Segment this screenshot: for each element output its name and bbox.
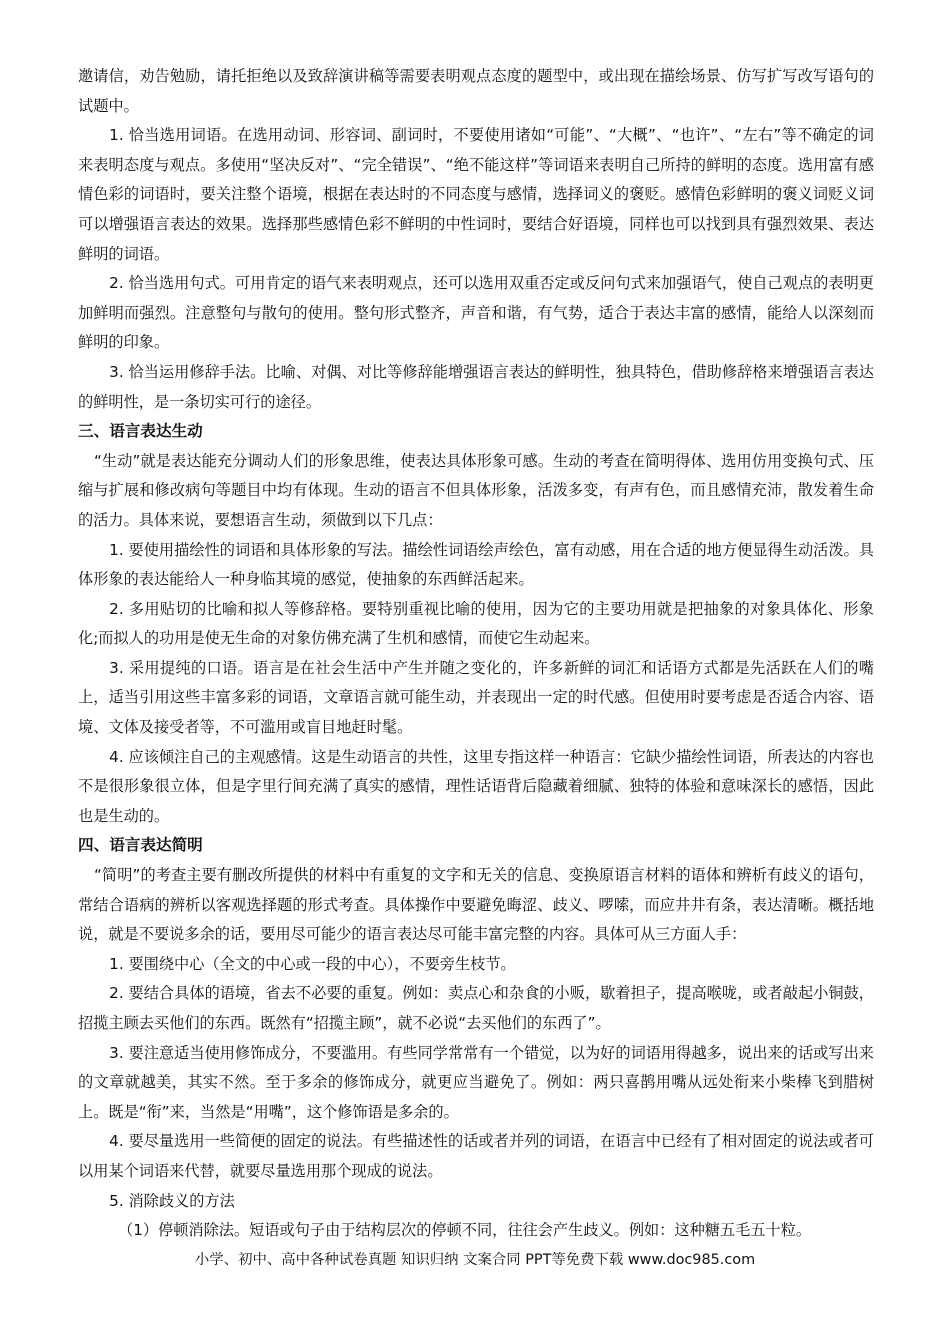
paragraph-vivid-intro: “生动”就是表达能充分调动人们的形象思维，使表达具体形象可感。生动的考查在简明得体、选用仿用变换句式、压缩与扩展和修改病句等题目中均有体现。生动的语言不但具体形象，活泼多变，有声有色，而且感情充沛，散发着生命的活力。具体来说，要想语言生动，须做到以下几点： bbox=[78, 451, 874, 529]
document-body bbox=[78, 62, 874, 1246]
paragraph-sentence-pattern: 2. 恰当选用句式。可用肯定的语气来表明观点，还可以选用双重否定或反问句式来加强语气，使自己观点的表明更加鲜明而强烈。注意整句与散句的使用。整句形式整齐，声音和谐，有气势，适合于表达丰富的感情，能给人以深刻而鲜明的印象。 bbox=[78, 274, 874, 352]
paragraph-concise-intro: “简明”的考查主要有删改所提供的材料中有重复的文字和无关的信息、变换原语言材料的语体和辨析有歧义的语句，常结合语病的辨析以客观选择题的形式考查。具体操作中要避免晦涩、歧义、啰嗦，而应井井有条，表达清晰。概括地说，就是不要说多余的话，要用尽可能少的语言表达尽可能丰富完整的内容。具体可从三方面人手： bbox=[78, 866, 874, 944]
paragraph-concise-5: 5. 消除歧义的方法 bbox=[109, 1191, 235, 1210]
paragraph-concise-3: 3. 要注意适当使用修饰成分，不要滥用。有些同学常常有一个错觉，以为好的词语用得越多，说出来的话或写出来的文章就越美，其实不然。至于多余的修饰成分，就更应当避免了。例如：两只喜鹊用嘴从远处衔来小柴棒飞到腊树上。既是“衔”来，当然是“用嘴”，这个修饰语是多余的。 bbox=[78, 1043, 874, 1121]
section-heading-vivid: 三、语言表达生动 bbox=[78, 422, 203, 441]
paragraph-concise-4: 4. 要尽量选用一些简便的固定的说法。有些描述性的话或者并列的词语，在语言中已经有了相对固定的说法或者可以用某个词语来代替，就要尽量选用那个现成的说法。 bbox=[78, 1132, 874, 1180]
section-heading-concise: 四、语言表达简明 bbox=[78, 836, 203, 855]
paragraph-vivid-3: 3. 采用提纯的口语。语言是在社会生活中产生并随之变化的，许多新鲜的词汇和话语方式都是先活跃在人们的嘴上，适当引用这些丰富多彩的词语，文章语言就可能生动，并表现出一定的时代感。但使用时要考虑是否适合内容、语境、文体及接受者等，不可滥用或盲目地赶时髦。 bbox=[78, 658, 874, 737]
paragraph-concise-1: 1. 要围绕中心（全文的中心或一段的中心），不要旁生枝节。 bbox=[109, 954, 516, 973]
paragraph-vivid-2: 2. 多用贴切的比喻和拟人等修辞格。要特别重视比喻的使用，因为它的主要功用就是把抽象的对象具体化、形象化;而拟人的功用是使无生命的对象仿佛充满了生机和感情，而使它生动起来。 bbox=[78, 599, 874, 648]
paragraph-ambiguity-method-1: （1）停顿消除法。短语或句子由于结构层次的停顿不同，往往会产生歧义。例如：这种糖五毛五十粒。 bbox=[118, 1221, 812, 1240]
paragraph-rhetoric: 3. 恰当运用修辞手法。比喻、对偶、对比等修辞能增强语言表达的鲜明性，独具特色，借助修辞格来增强语言表达的鲜明性，是一条切实可行的途径。 bbox=[78, 362, 874, 411]
paragraph-concise-2: 2. 要结合具体的语境，省去不必要的重复。例如：卖点心和杂食的小贩，歇着担子，提高喉咙，或者敲起小铜鼓，招揽主顾去买他们的东西。既然有“招揽主顾”，就不必说“去买他们的东西了”。 bbox=[78, 984, 874, 1032]
paragraph-vivid-4: 4. 应该倾注自己的主观感情。这是生动语言的共性，这里专指这样一种语言：它缺少描绘性词语，所表达的内容也不是很形象很立体，但是字里行间充满了真实的感情，理性话语背后隐藏着细腻、独特的体验和意味深长的感悟，因此也是生动的。 bbox=[78, 747, 874, 825]
footer-watermark: 小学、初中、高中各种试卷真题 知识归纳 文案合同 PPT等免费下载 www.doc985.com bbox=[194, 1252, 756, 1268]
paragraph-intro-continuation: 邀请信，劝告勉励，请托拒绝以及致辞演讲稿等需要表明观点态度的题型中，或出现在描绘场景、仿写扩写改写语句的试题中。 bbox=[78, 67, 874, 115]
paragraph-vivid-1: 1. 要使用描绘性的词语和具体形象的写法。描绘性词语绘声绘色，富有动感，用在合适的地方便显得生动活泼。具体形象的表达能给人一种身临其境的感觉，使抽象的东西鲜活起来。 bbox=[78, 540, 874, 589]
paragraph-word-choice: 1. 恰当选用词语。在选用动词、形容词、副词时，不要使用诸如“可能”、“大概”、“也许”、“左右”等不确定的词来表明态度与观点。多使用“坚决反对”、“完全错误”、“绝不能这样”等词语来表明自己所持的鲜明的态度。选用富有感情色彩的词语时，要关注整个语境，根据在表达时的不同态度与感情，选择词义的褒贬。感情色彩鲜明的褒义词贬义词可以增强语言表达的效果。选择那些感情色彩不鲜明的中性词时，要结合好语境，同样也可以找到具有强烈效果、表达鲜明的词语。 bbox=[78, 126, 874, 263]
